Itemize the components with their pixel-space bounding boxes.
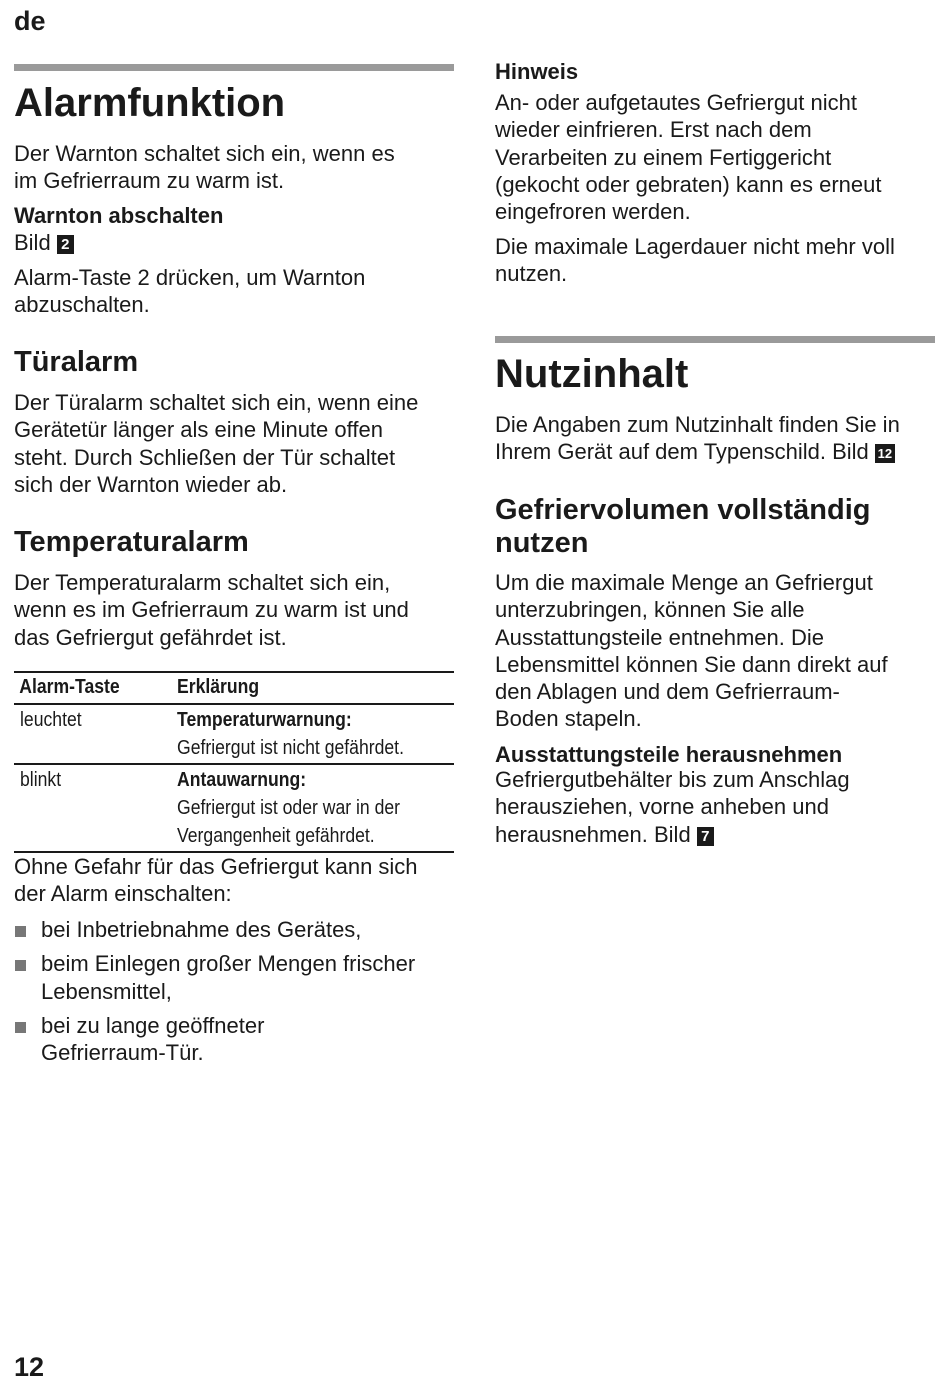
no-danger-text — [14, 853, 454, 908]
page-number: 12 — [14, 1352, 45, 1382]
list-item-line: bei zu lange geöffneter — [41, 1012, 265, 1038]
freeze-line: den Ablagen und dem Gefrierraum- — [495, 679, 840, 705]
remove-line: herausziehen, vorne anheben und — [495, 794, 829, 820]
heading-gefriervolumen — [495, 494, 935, 560]
temp-alarm-line: das Gefriergut gefährdet ist. — [14, 624, 287, 650]
figure-number-badge: 12 — [875, 444, 895, 463]
heading-alarmfunktion: Alarmfunktion — [14, 81, 286, 125]
remove-line — [495, 821, 935, 848]
state-text: blinkt — [20, 769, 62, 791]
door-alarm-line: sich der Warnton wieder ab. — [14, 471, 288, 497]
freeze-line: Lebensmittel können Sie dann direkt auf — [495, 651, 888, 677]
explanation-title: Temperaturwarnung: — [177, 709, 352, 731]
alarm-table — [14, 671, 454, 853]
table-cell-state — [14, 764, 177, 852]
heading-line: nutzen — [495, 527, 589, 559]
explanation-line: Gefriergut ist nicht gefährdet. — [177, 737, 404, 759]
temp-alarm-line: Der Temperaturalarm schaltet sich ein, — [14, 570, 391, 595]
freeze-line: unterzubringen, können Sie alle — [495, 597, 805, 623]
heading-tueralarm: Türalarm — [14, 346, 139, 378]
table-row — [14, 764, 454, 852]
capacity-line: Die Angaben zum Nutzinhalt finden Sie in — [495, 412, 900, 437]
warn-off-line: Alarm-Taste 2 drücken, um Warnton — [14, 265, 366, 290]
alarm-conditions-list — [14, 916, 454, 1073]
figure-number-badge: 7 — [697, 827, 714, 846]
door-alarm-line: Der Türalarm schaltet sich ein, wenn eine — [14, 390, 419, 415]
figure-label: Bild — [14, 230, 51, 255]
note-line: nutzen. — [495, 261, 568, 287]
table-cell-state — [14, 704, 177, 764]
heading-hinweis: Hinweis — [495, 59, 579, 84]
note-text-2 — [495, 233, 935, 288]
door-alarm-line: Gerätetür länger als eine Minute offen — [14, 417, 383, 443]
table-header-row — [14, 672, 454, 704]
capacity-line-text: Ihrem Gerät auf dem Typenschild. Bild — [495, 439, 869, 465]
capacity-text — [495, 411, 935, 466]
section-rule-alarm — [14, 64, 454, 71]
bullet-square-icon — [15, 1022, 26, 1033]
explanation-line: Gefriergut ist oder war in der — [177, 797, 401, 819]
figure-reference — [14, 229, 454, 256]
heading-line: Gefriervolumen vollständig — [495, 494, 871, 526]
remove-line-text: herausnehmen. Bild — [495, 821, 691, 847]
no-danger-line: Ohne Gefahr für das Gefriergut kann sich — [14, 854, 418, 879]
table-header-erklaerung: Erklärung — [177, 676, 260, 698]
alarm-intro-line: Der Warnton schaltet sich ein, wenn es — [14, 141, 395, 166]
door-alarm-line: steht. Durch Schließen der Tür schaltet — [14, 444, 396, 470]
note-line: eingefroren werden. — [495, 199, 691, 225]
table-header-alarm-taste: Alarm-Taste — [19, 676, 120, 698]
explanation-title: Antauwarnung: — [177, 769, 307, 791]
table-row — [14, 704, 454, 764]
list-item — [14, 916, 454, 943]
section-rule-nutzinhalt — [495, 336, 935, 343]
list-item — [14, 950, 454, 1005]
table-cell-explanation — [177, 704, 454, 764]
freeze-line: Um die maximale Menge an Gefriergut — [495, 570, 873, 595]
heading-nutzinhalt: Nutzinhalt — [495, 352, 689, 396]
note-line: Verarbeiten zu einem Fertiggericht — [495, 144, 832, 170]
list-item-line: bei Inbetriebnahme des Gerätes, — [41, 917, 362, 942]
door-alarm-text — [14, 389, 454, 498]
list-item-line: Gefrierraum-Tür. — [41, 1040, 204, 1066]
alarm-intro — [14, 140, 454, 195]
figure-number-badge: 2 — [57, 235, 74, 254]
table-cell-explanation — [177, 764, 454, 852]
bullet-square-icon — [15, 926, 26, 937]
warn-off-line: abzuschalten. — [14, 292, 150, 318]
alarm-intro-line: im Gefrierraum zu warm ist. — [14, 168, 285, 194]
temp-alarm-line: wenn es im Gefrierraum zu warm ist und — [14, 597, 409, 623]
note-line: wieder einfrieren. Erst nach dem — [495, 117, 812, 143]
remove-line: Gefriergutbehälter bis zum Anschlag — [495, 767, 850, 792]
capacity-line — [495, 438, 935, 465]
note-line: An- oder aufgetautes Gefriergut nicht — [495, 90, 857, 115]
freeze-line: Boden stapeln. — [495, 706, 642, 732]
list-item — [14, 1012, 454, 1067]
freeze-line: Ausstattungsteile entnehmen. Die — [495, 624, 824, 650]
heading-ausstattungsteile: Ausstattungsteile herausnehmen — [495, 742, 843, 767]
heading-temperaturalarm: Temperaturalarm — [14, 526, 249, 558]
bullet-square-icon — [15, 960, 26, 971]
warn-off-text — [14, 264, 454, 319]
no-danger-line: der Alarm einschalten: — [14, 881, 232, 907]
list-item-line: beim Einlegen großer Mengen frischer — [41, 951, 416, 977]
note-line: (gekocht oder gebraten) kann es erneut — [495, 171, 882, 197]
note-line: Die maximale Lagerdauer nicht mehr voll — [495, 234, 895, 259]
remove-text — [495, 766, 935, 848]
heading-warnton-abschalten: Warnton abschalten — [14, 203, 224, 228]
temp-alarm-text — [14, 569, 454, 651]
list-item-line: Lebensmittel, — [41, 978, 172, 1004]
freeze-text — [495, 569, 935, 733]
language-tag: de — [14, 6, 46, 36]
explanation-line: Vergangenheit gefährdet. — [177, 825, 375, 847]
state-text: leuchtet — [20, 709, 82, 731]
note-text — [495, 89, 935, 225]
